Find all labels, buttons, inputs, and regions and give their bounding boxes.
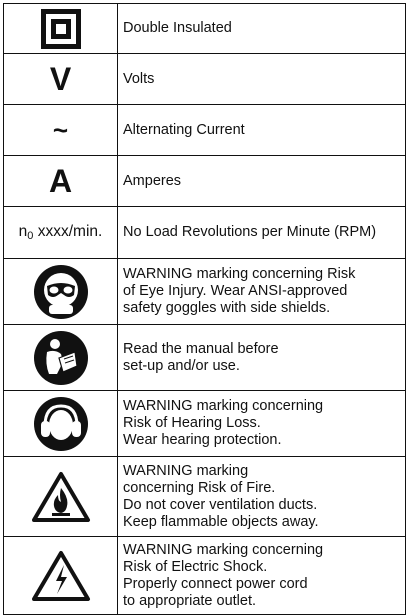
description-line: set-up and/or use. (123, 357, 240, 374)
table-row (4, 207, 406, 259)
description-line: WARNING marking concerning (123, 541, 324, 558)
description-line: to appropriate outlet. (123, 592, 257, 609)
description-line: Wear hearing protection. (123, 432, 282, 448)
description-line: WARNING marking (123, 462, 249, 479)
description-line: WARNING marking concerning (123, 398, 324, 414)
table-row (4, 325, 406, 391)
symbol-cell (4, 105, 118, 156)
table-row (4, 457, 406, 537)
table-row (4, 156, 406, 207)
description-cell (118, 4, 406, 54)
description-cell (118, 457, 406, 537)
table-row (4, 54, 406, 105)
symbol-cell (4, 54, 118, 105)
description-line: No Load Revolutions per Minute (RPM) (123, 224, 377, 240)
symbol-cell (4, 259, 118, 325)
table-row (4, 391, 406, 457)
description-line: Volts (123, 70, 155, 87)
description-line: Risk of Hearing Loss. (123, 415, 261, 431)
description-line: of Eye Injury. Wear ANSI-approved (123, 283, 348, 299)
symbol-cell (4, 391, 118, 457)
table-row (4, 537, 406, 615)
amperes-symbol: A (48, 163, 73, 199)
description-cell (118, 391, 406, 457)
alternating-current-symbol: ~ (52, 114, 69, 145)
rpm-symbol: $n_0$ xxxx/min. (18, 223, 103, 242)
description-line: safety goggles with side shields. (123, 300, 331, 316)
symbol-table (3, 3, 406, 615)
description-cell (118, 54, 406, 105)
description-cell (118, 207, 406, 259)
description-line: Alternating Current (123, 121, 245, 138)
description-cell (118, 259, 406, 325)
symbol-cell (4, 156, 118, 207)
ear-protection-icon (33, 396, 89, 452)
electric-shock-warning-icon (31, 550, 91, 602)
description-line: Amperes (123, 172, 182, 189)
description-cell (118, 156, 406, 207)
description-line: Keep flammable objects away. (123, 513, 319, 530)
description-line: WARNING marking concerning Risk (123, 266, 356, 282)
fire-warning-icon (31, 471, 91, 523)
description-line: Risk of Electric Shock. (123, 558, 268, 575)
description-line: Read the manual before (123, 340, 279, 357)
eye-protection-icon (33, 264, 89, 320)
read-manual-icon (33, 330, 89, 386)
volts-symbol: V (49, 61, 72, 97)
symbol-cell (4, 325, 118, 391)
description-line: Properly connect power cord (123, 575, 308, 592)
description-line: Double Insulated (123, 20, 232, 36)
description-line: Do not cover ventilation ducts. (123, 496, 318, 513)
symbol-cell (4, 537, 118, 615)
description-line: concerning Risk of Fire. (123, 479, 276, 496)
table-row (4, 4, 406, 54)
description-cell (118, 325, 406, 391)
double-insulated-icon (41, 9, 81, 49)
description-cell (118, 105, 406, 156)
table-row (4, 259, 406, 325)
symbol-cell (4, 4, 118, 54)
symbol-cell (4, 457, 118, 537)
table-row (4, 105, 406, 156)
symbol-cell (4, 207, 118, 259)
description-cell (118, 537, 406, 615)
